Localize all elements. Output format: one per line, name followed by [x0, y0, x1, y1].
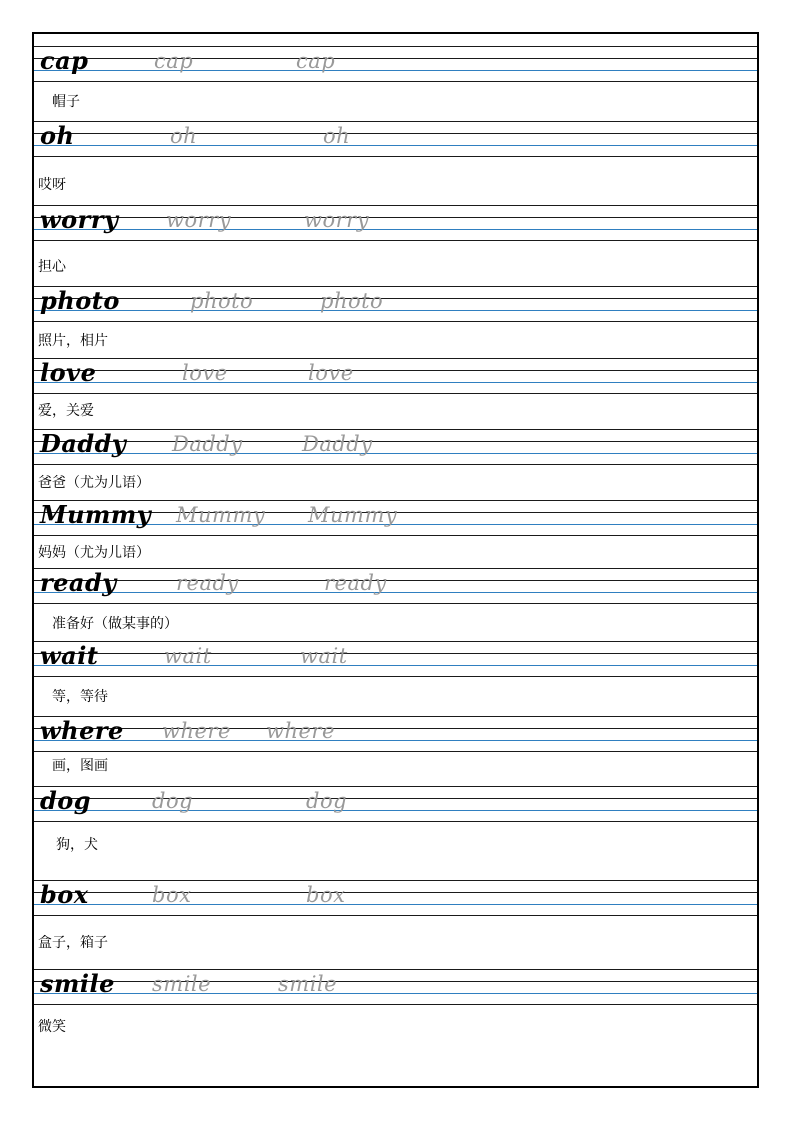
top-rule: [34, 641, 757, 642]
mid-rule: [34, 653, 757, 654]
baseline-rule: [34, 310, 757, 311]
trace-word-2: where: [266, 719, 335, 743]
baseline-rule: [34, 229, 757, 230]
trace-word-1: box: [152, 883, 192, 907]
bottom-rule: [34, 156, 757, 157]
trace-word-2: photo: [320, 289, 384, 313]
trace-word-1: wait: [164, 644, 212, 668]
handwriting-lines: [34, 429, 757, 465]
top-rule: [34, 121, 757, 122]
top-rule: [34, 716, 757, 717]
bottom-rule: [34, 915, 757, 916]
chinese-meaning: 微笑: [38, 1019, 66, 1035]
baseline-rule: [34, 993, 757, 994]
chinese-meaning: 狗，犬: [56, 837, 98, 853]
top-rule: [34, 286, 757, 287]
chinese-meaning: 画，图画: [52, 758, 108, 774]
bottom-rule: [34, 81, 757, 82]
bottom-rule: [34, 676, 757, 677]
trace-word-2: dog: [306, 789, 348, 813]
model-word: where: [40, 716, 124, 745]
handwriting-lines: [34, 46, 757, 82]
handwriting-lines: [34, 121, 757, 157]
trace-word-2: love: [308, 361, 354, 385]
model-word: dog: [40, 786, 92, 815]
handwriting-lines: [34, 716, 757, 752]
trace-word-1: love: [182, 361, 228, 385]
top-rule: [34, 568, 757, 569]
baseline-rule: [34, 70, 757, 71]
model-word: box: [40, 880, 89, 909]
mid-rule: [34, 298, 757, 299]
model-word: cap: [40, 46, 89, 75]
top-rule: [34, 46, 757, 47]
mid-rule: [34, 728, 757, 729]
handwriting-lines: [34, 786, 757, 822]
bottom-rule: [34, 393, 757, 394]
mid-rule: [34, 370, 757, 371]
chinese-meaning: 准备好（做某事的）: [52, 616, 178, 632]
mid-rule: [34, 133, 757, 134]
top-rule: [34, 205, 757, 206]
mid-rule: [34, 441, 757, 442]
handwriting-lines: [34, 205, 757, 241]
model-word: photo: [40, 286, 120, 315]
handwriting-lines: [34, 358, 757, 394]
bottom-rule: [34, 751, 757, 752]
trace-word-2: wait: [300, 644, 348, 668]
trace-word-1: photo: [190, 289, 254, 313]
bottom-rule: [34, 240, 757, 241]
bottom-rule: [34, 464, 757, 465]
trace-word-2: Daddy: [302, 432, 373, 456]
trace-word-1: where: [162, 719, 231, 743]
baseline-rule: [34, 382, 757, 383]
trace-word-1: smile: [152, 972, 212, 996]
baseline-rule: [34, 453, 757, 454]
handwriting-lines: [34, 500, 757, 536]
trace-word-2: worry: [304, 208, 370, 232]
chinese-meaning: 妈妈（尤为儿语）: [38, 545, 150, 561]
model-word: oh: [40, 121, 75, 150]
mid-rule: [34, 981, 757, 982]
trace-word-2: Mummy: [308, 503, 398, 527]
handwriting-lines: [34, 969, 757, 1005]
chinese-meaning: 哎呀: [38, 177, 66, 193]
handwriting-lines: [34, 568, 757, 604]
chinese-meaning: 盒子，箱子: [38, 935, 108, 951]
bottom-rule: [34, 1004, 757, 1005]
trace-word-1: dog: [152, 789, 194, 813]
chinese-meaning: 爸爸（尤为儿语）: [38, 475, 150, 491]
mid-rule: [34, 217, 757, 218]
mid-rule: [34, 798, 757, 799]
chinese-meaning: 等，等待: [52, 689, 108, 705]
chinese-meaning: 爱，关爱: [38, 403, 94, 419]
bottom-rule: [34, 321, 757, 322]
mid-rule: [34, 58, 757, 59]
bottom-rule: [34, 603, 757, 604]
baseline-rule: [34, 145, 757, 146]
top-rule: [34, 786, 757, 787]
trace-word-1: worry: [166, 208, 232, 232]
baseline-rule: [34, 810, 757, 811]
top-rule: [34, 358, 757, 359]
handwriting-lines: [34, 880, 757, 916]
model-word: Mummy: [40, 500, 152, 529]
model-word: ready: [40, 568, 117, 597]
model-word: worry: [40, 205, 119, 234]
trace-word-1: Mummy: [176, 503, 266, 527]
trace-word-2: smile: [278, 972, 338, 996]
baseline-rule: [34, 592, 757, 593]
trace-word-2: oh: [323, 124, 351, 148]
trace-word-1: oh: [170, 124, 198, 148]
trace-word-1: Daddy: [172, 432, 243, 456]
baseline-rule: [34, 665, 757, 666]
handwriting-lines: [34, 641, 757, 677]
trace-word-1: cap: [154, 49, 194, 73]
chinese-meaning: 照片，相片: [38, 333, 108, 349]
top-rule: [34, 429, 757, 430]
trace-word-2: box: [306, 883, 346, 907]
mid-rule: [34, 892, 757, 893]
baseline-rule: [34, 904, 757, 905]
worksheet-page: [32, 32, 759, 1088]
chinese-meaning: 担心: [38, 259, 66, 275]
model-word: Daddy: [40, 429, 127, 458]
bottom-rule: [34, 821, 757, 822]
trace-word-2: cap: [296, 49, 336, 73]
top-rule: [34, 880, 757, 881]
handwriting-lines: [34, 286, 757, 322]
mid-rule: [34, 580, 757, 581]
trace-word-2: ready: [324, 571, 387, 595]
baseline-rule: [34, 740, 757, 741]
top-rule: [34, 969, 757, 970]
bottom-rule: [34, 535, 757, 536]
model-word: love: [40, 358, 97, 387]
chinese-meaning: 帽子: [52, 94, 80, 110]
trace-word-1: ready: [176, 571, 239, 595]
model-word: wait: [40, 641, 99, 670]
model-word: smile: [40, 969, 115, 998]
